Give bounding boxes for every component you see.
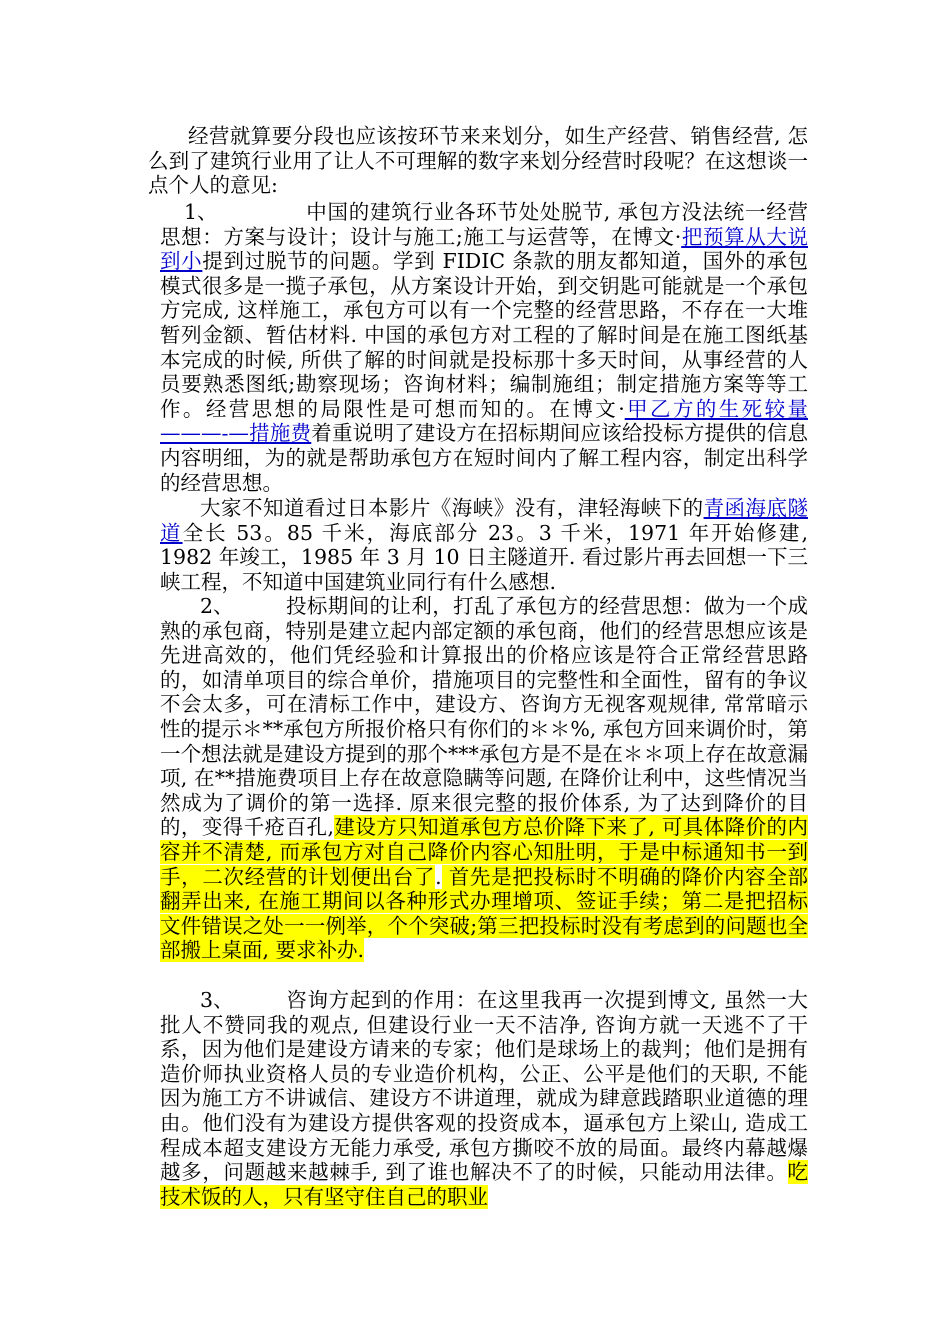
section-2-highlight-b: 首先是把投标时不明确的降价内容全部翻弄出来, 在施工期间以各种形式办理增项、签证手续；第二是把招标文件错误之处一一例举，个个突破;第三把投标时没有考虑到的问题也全部搬上桌面, 要求补办. (160, 864, 809, 963)
section-1-number: 1、 (184, 200, 218, 224)
link-measures-article[interactable]: 甲乙方的生死较量———-—措施费 (160, 396, 808, 446)
section-1-text-c: 着重说明了建设方在招标期间应该给投标方提供的信息内容明细，为的就是帮助承包方在短时间内了解工程内容，制定出科学的经营思想。 (160, 421, 809, 495)
section-3-paragraph (160, 988, 808, 1209)
tunnel-paragraph (160, 496, 808, 594)
section-3-highlight: 吃技术饭的人，只有坚守住自己的职业 (160, 1160, 808, 1209)
intro-paragraph (148, 124, 808, 198)
tunnel-text-a: 大家不知道看过日本影片《海峡》没有，津轻海峡下的 (200, 496, 704, 520)
section-3-text-a: 咨询方起到的作用：在这里我再一次提到博文, 虽然一大批人不赞同我的观点, 但建设行业一天不洁净, 咨询方就一天逃不了干系，因为他们是建设方请来的专家；他们是球场上的裁判；他们是拥有造价师执业资格人员的专业造价机构，公正、公平是他们的天职, 不能因为施工方不讲诚信、建设方不讲道理，就成为肆意践踏职业道德的理由。他们没有为建设方提供客观的投资成本，逼承包方上梁山, 造成工程成本超支建设方无能力承受, 承包方撕咬不放的局面。最终内幕越爆越多，问题越来越棘手, 到了谁也解决不了的时候，只能动用法律。 (160, 988, 808, 1185)
link-seikan-tunnel[interactable]: 青函海底隧道 (160, 496, 809, 545)
link-budget-article[interactable]: 把预算从大说到小 (160, 224, 809, 274)
tunnel-text (160, 496, 808, 594)
intro-text: 经营就算要分段也应该按环节来来划分，如生产经营、销售经营, 怎么到了建筑行业用了让人不可理解的数字来划分经营时段呢？在这想谈一点个人的意见: (148, 124, 808, 198)
tunnel-text-b: 全长 53。85 千米，海底部分 23。3 千米，1971 年开始修建, 1982 年竣工，1985 年 3 月 10 日主隧道开. 看过影片再去回想一下三峡工程，不知道中国建筑业同行有什么感想. (160, 520, 808, 594)
section-3 (160, 988, 808, 1209)
section-1 (160, 200, 808, 495)
section-2-text-b: . (435, 864, 442, 889)
section-2 (160, 594, 808, 963)
section-2-text-a: 投标期间的让利，打乱了承包方的经营思想：做为一个成熟的承包商，特别是建立起内部定额的承包商，他们的经营思想应该是先进高效的，他们凭经验和计算报出的价格应该是符合正常经营思路的，如清单项目的综合单价，措施项目的完整性和全面性，留有的争议不会太多，可在清标工作中，建设方、咨询方无视客观规律, 常常暗示性的提示＊**承包方所报价格只有你们的＊＊%, 承包方回来调价时，第一个想法就是建设方提到的那个***承包方是不是在＊＊项上存在故意漏项, 在**措施费项目上存在故意隐瞒等问题, 在降价让利中，这些情况当然成为了调价的第一选择. 原来很完整的报价体系, 为了达到降价的目的，变得千疮百孔, (160, 594, 808, 840)
section-1-text-a: 中国的建筑行业各环节处处脱节, 承包方没法统一经营思想：方案与设计；设计与施工;施工与运营等，在博文· (160, 200, 808, 249)
section-2-paragraph (160, 594, 808, 963)
section-1-paragraph (160, 200, 808, 495)
section-2-number: 2、 (200, 594, 234, 618)
section-2-highlight-a: 建设方只知道承包方总价降下来了, 可具体降价的内容并不清楚, 而承包方对自己降价内容心知肚明，于是中标通知书一到手，二次经营的计划便出台了 (160, 815, 808, 889)
section-3-number: 3、 (200, 988, 234, 1012)
section-1-text-b: 提到过脱节的问题。学到 FIDIC 条款的朋友都知道，国外的承包模式很多是一揽子承包，从方案设计开始，到交钥匙可能就是一个承包方完成, 这样施工，承包方可以有一个完整的经营思路，不存在一大堆暂列金额、暂估材料. 中国的承包方对工程的了解时间是在施工图纸基本完成的时候, 所供了解的时间就是投标那十多天时间，从事经营的人员要熟悉图纸;勘察现场；咨询材料；编制施组；制定措施方案等等工作。经营思想的局限性是可想而知的。在博文· (160, 249, 809, 421)
